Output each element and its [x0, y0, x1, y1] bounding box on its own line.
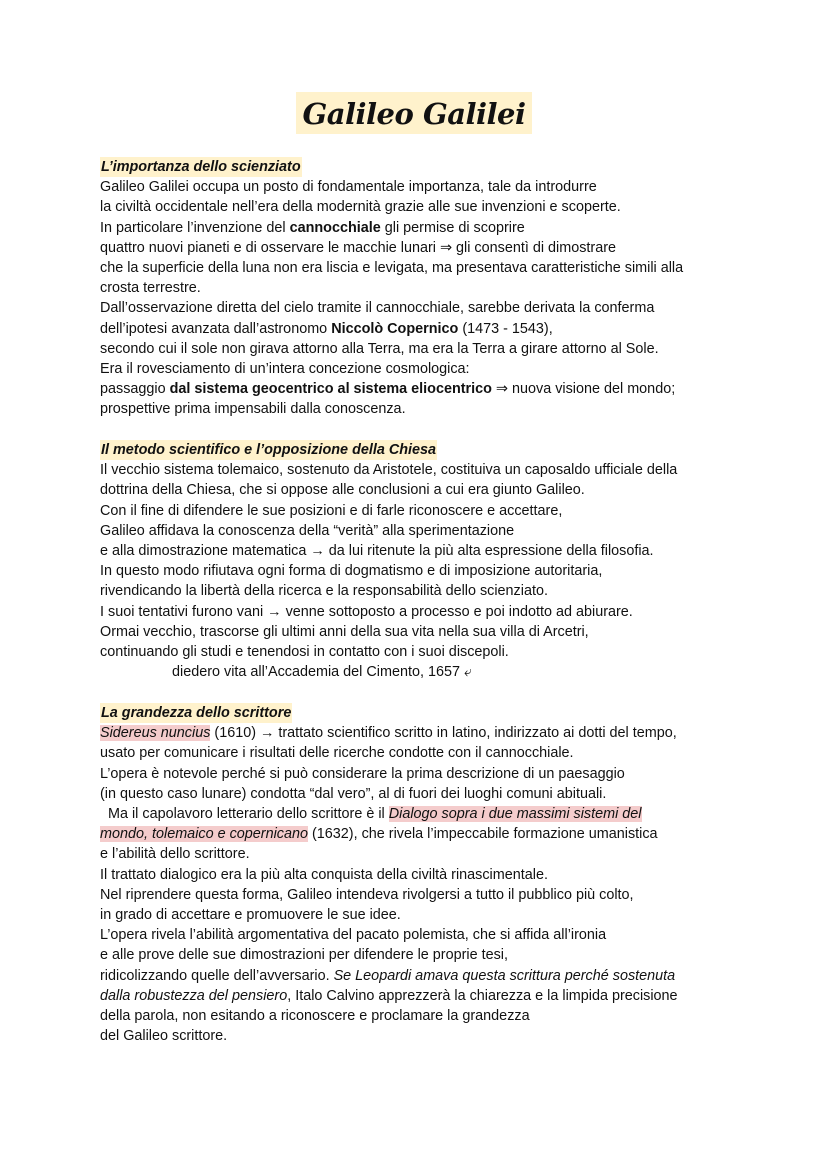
section-metodo	[100, 440, 740, 682]
bold-term-cannocchiale: cannocchiale	[289, 219, 381, 236]
paragraph-line: ridicolizzando quelle dell’avversario. Se Leopardi amava questa scrittura perché sostenuta	[100, 967, 676, 984]
paragraph-line: e l’abilità dello scrittore.	[100, 846, 250, 863]
paragraph-line: passaggio dal sistema geocentrico al sistema eliocentrico ⇒ nuova visione del mondo;	[100, 381, 676, 398]
paragraph-line: dell’ipotesi avanzata dall’astronomo Niccolò Copernico (1473 - 1543),	[100, 320, 553, 337]
paragraph-line: L’opera è notevole perché si può considerare la prima descrizione di un paesaggio	[100, 765, 625, 782]
paragraph-line: secondo cui il sole non girava attorno alla Terra, ma era la Terra a girare attorno al Sole.	[100, 340, 659, 357]
paragraph-line: Galileo affidava la conoscenza della “verità” alla sperimentazione	[100, 522, 515, 539]
section-heading: L’importanza dello scienziato	[100, 157, 302, 177]
italic-leopardi: Se Leopardi amava questa scrittura perché sostenuta	[333, 967, 676, 984]
paragraph-line: L’opera rivela l’abilità argomentativa del pacato polemista, che si affida all’ironia	[100, 927, 607, 944]
paragraph-line: Dall’osservazione diretta del cielo tramite il cannocchiale, sarebbe derivata la conferma	[100, 300, 655, 317]
bold-term-sistema: dal sistema geocentrico al sistema eliocentrico	[169, 381, 492, 398]
paragraph-line: (in questo caso lunare) condotta “dal vero”, al di fuori dei luoghi comuni abituali.	[100, 785, 607, 802]
paragraph-line: diedero vita all’Accademia del Cimento, 1657 ⤶	[172, 664, 473, 681]
paragraph-line: la civiltà occidentale nell’era della modernità grazie alle sue invenzioni e scoperte.	[100, 199, 621, 216]
section-heading: La grandezza dello scrittore	[100, 703, 292, 723]
paragraph-line: Nel riprendere questa forma, Galileo intendeva rivolgersi a tutto il pubblico più colto,	[100, 886, 634, 903]
paragraph-line: della parola, non esitando a riconoscere e proclamare la grandezza	[100, 1008, 530, 1025]
highlight-sidereus: Sidereus nuncius	[100, 725, 211, 742]
paragraph-line: continuando gli studi e tenendosi in contatto con i suoi discepoli.	[100, 644, 509, 661]
paragraph-line: Ormai vecchio, trascorse gli ultimi anni della sua vita nella sua villa di Arcetri,	[100, 623, 589, 640]
bold-term-copernico: Niccolò Copernico	[331, 320, 459, 337]
highlight-dialogo-cont: mondo, tolemaico e copernicano	[100, 826, 308, 843]
paragraph-line: Ma il capolavoro letterario dello scrittore è il Dialogo sopra i due massimi sistemi del	[108, 806, 642, 823]
paragraph-line: I suoi tentativi furono vani → venne sottoposto a processo e poi indotto ad abiurare.	[100, 603, 633, 620]
highlight-dialogo: Dialogo sopra i due massimi sistemi del	[388, 806, 642, 823]
paragraph-line: crosta terrestre.	[100, 280, 201, 297]
paragraph-line: rivendicando la libertà della ricerca e la responsabilità dello scienziato.	[100, 583, 548, 600]
page-title: Galileo Galilei	[296, 92, 531, 134]
italic-robustezza: dalla robustezza del pensiero	[100, 987, 288, 1004]
paragraph-line: Il vecchio sistema tolemaico, sostenuto da Aristotele, costituiva un caposaldo ufficiale della	[100, 462, 678, 479]
paragraph-line: e alla dimostrazione matematica → da lui ritenute la più alta espressione della filosofia.	[100, 543, 654, 560]
section-heading: Il metodo scientifico e l’opposizione della Chiesa	[100, 440, 437, 460]
paragraph-line: prospettive prima impensabili dalla conoscenza.	[100, 401, 406, 418]
paragraph-line: del Galileo scrittore.	[100, 1028, 228, 1045]
paragraph-line: Con il fine di difendere le sue posizioni e di farle riconoscere e accettare,	[100, 502, 563, 519]
paragraph-line: In questo modo rifiutava ogni forma di dogmatismo e di imposizione autoritaria,	[100, 563, 603, 580]
paragraph-line: Era il rovesciamento di un’intera concezione cosmologica:	[100, 361, 470, 378]
paragraph-line: In particolare l’invenzione del cannocchiale gli permise di scoprire	[100, 219, 525, 236]
section-importanza	[100, 157, 740, 420]
paragraph-line: Il trattato dialogico era la più alta conquista della civiltà rinascimentale.	[100, 866, 548, 883]
paragraph-line: in grado di accettare e promuovere le sue idee.	[100, 907, 401, 924]
paragraph-line: mondo, tolemaico e copernicano (1632), che rivela l’impeccabile formazione umanistica	[100, 826, 658, 843]
paragraph-line: che la superficie della luna non era liscia e levigata, ma presentava caratteristiche simili alla	[100, 260, 684, 277]
paragraph-line: Sidereus nuncius (1610) → trattato scientifico scritto in latino, indirizzato ai dotti del tempo,	[100, 725, 677, 742]
paragraph-line: dalla robustezza del pensiero, Italo Calvino apprezzerà la chiarezza e la limpida precisione	[100, 987, 678, 1004]
paragraph-line: quattro nuovi pianeti e di osservare le macchie lunari ⇒ gli consentì di dimostrare	[100, 239, 616, 256]
section-scrittore	[100, 703, 740, 1046]
title-container	[0, 92, 828, 134]
paragraph-line: dottrina della Chiesa, che si oppose alle conclusioni a cui era giunto Galileo.	[100, 482, 585, 499]
paragraph-line: Galileo Galilei occupa un posto di fondamentale importanza, tale da introdurre	[100, 179, 597, 196]
paragraph-line: e alle prove delle sue dimostrazioni per difendere le proprie tesi,	[100, 947, 508, 964]
paragraph-line: usato per comunicare i risultati delle ricerche condotte con il cannocchiale.	[100, 745, 574, 762]
